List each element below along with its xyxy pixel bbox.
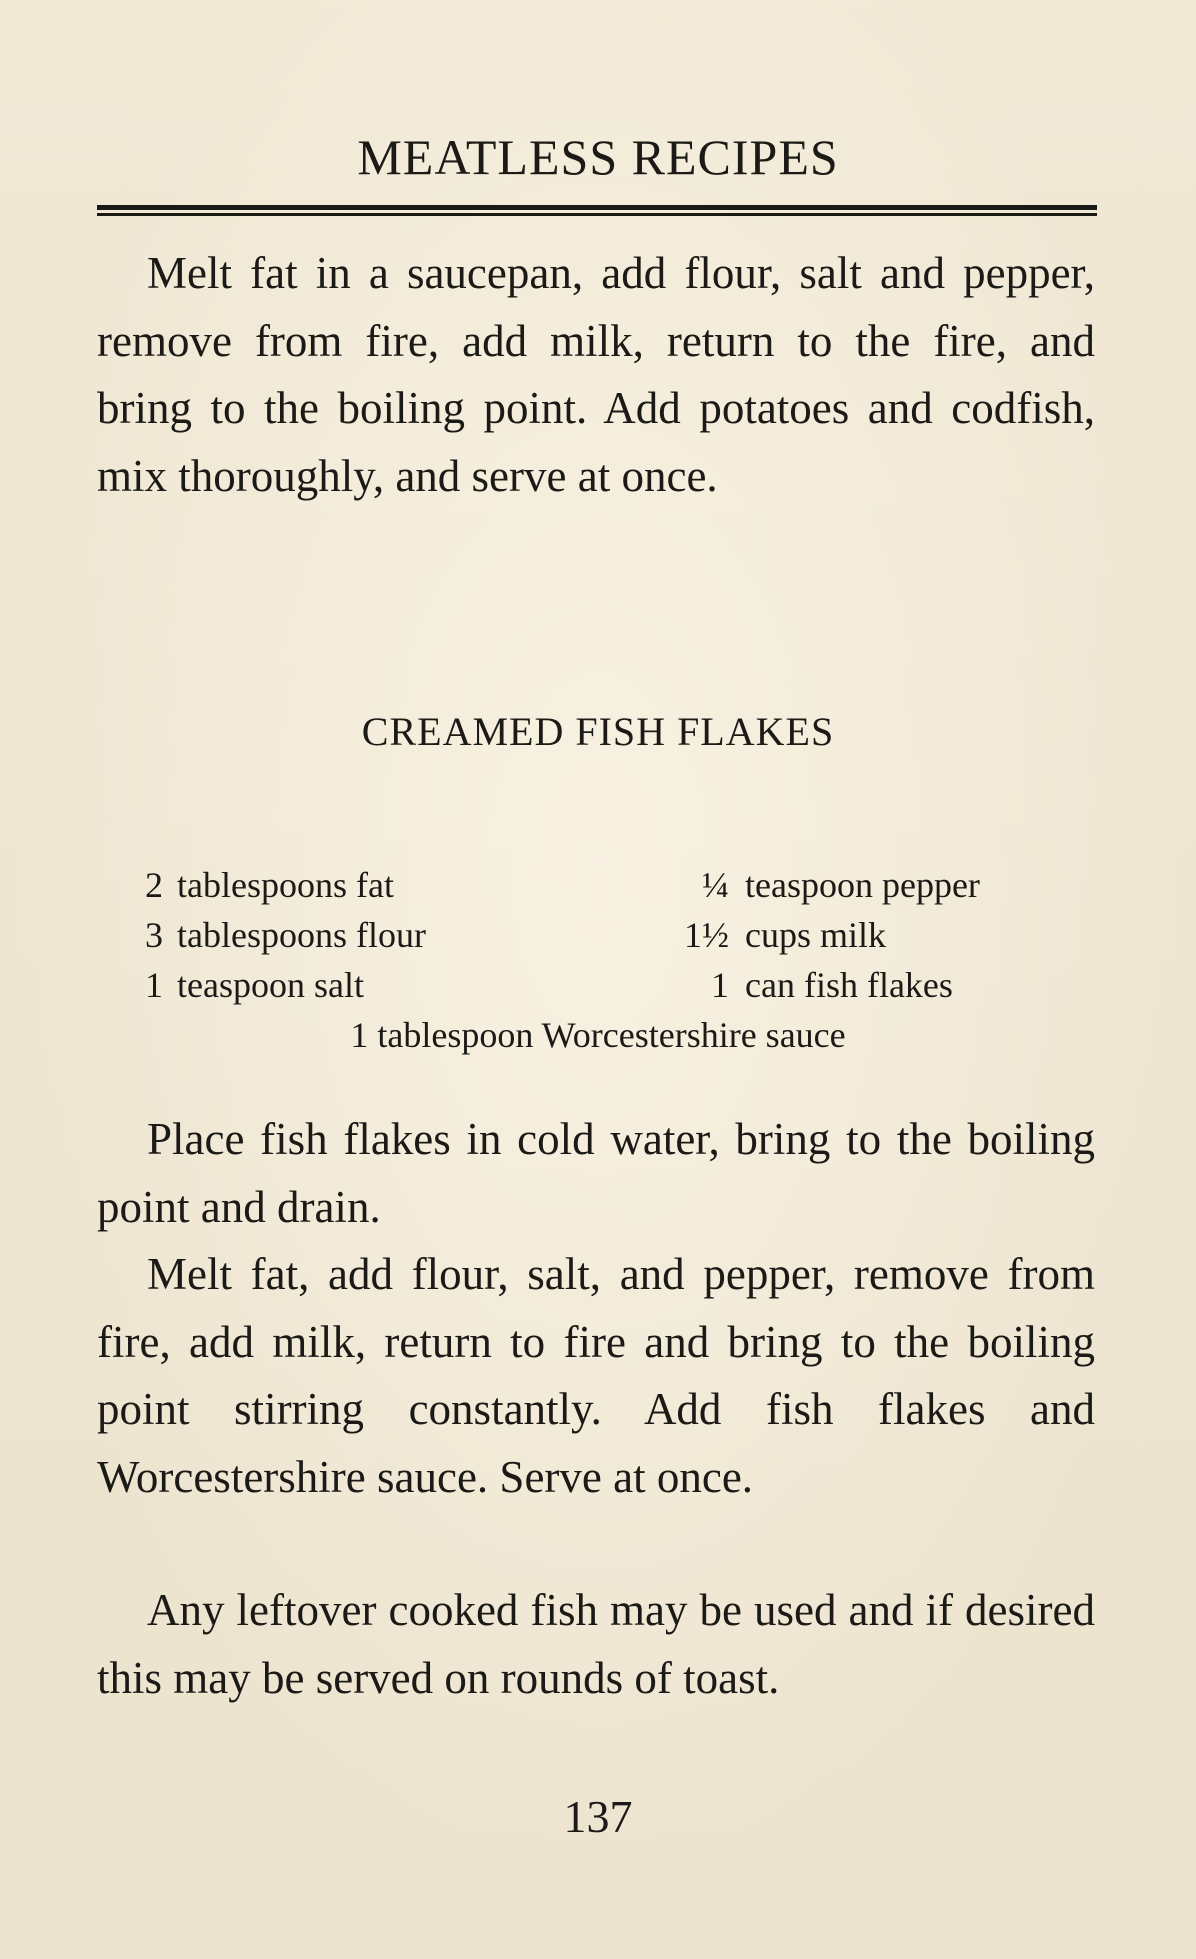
running-header: MEATLESS RECIPES — [357, 129, 839, 185]
ingredient-name: tablespoons fat — [177, 865, 394, 905]
ingredient-quantity: ¼ — [702, 865, 729, 905]
paragraph-method-note: Any leftover cooked fish may be used and if desired this may be served on rounds of toast. — [97, 1585, 1095, 1703]
header-rule-thick — [97, 205, 1097, 210]
page-number: 137 — [563, 1791, 633, 1842]
paragraph-method-step: Place fish flakes in cold water, bring to the boiling point and drain. — [97, 1114, 1095, 1232]
ingredient-name: cups milk — [745, 915, 886, 955]
ingredient-item — [665, 960, 1025, 1010]
ingredient-item — [145, 910, 426, 960]
ingredient-item — [665, 860, 1025, 910]
ingredient-quantity: 1 — [145, 965, 163, 1005]
recipe-title: CREAMED FISH FLAKES — [361, 709, 835, 754]
ingredient-item — [145, 860, 394, 910]
ingredient-name: can fish flakes — [745, 965, 953, 1005]
ingredient-name: teaspoon salt — [177, 965, 364, 1005]
ingredient-quantity: 2 — [145, 865, 163, 905]
header-rule-thin — [97, 213, 1097, 216]
ingredient-item — [145, 960, 364, 1010]
ingredient-name: tablespoon Worcestershire sauce — [377, 1015, 846, 1055]
ingredient-item — [665, 910, 1025, 960]
ingredient-quantity: 3 — [145, 915, 163, 955]
ingredient-item — [0, 1010, 1196, 1060]
ingredient-quantity: 1 — [350, 1015, 369, 1055]
paragraph-previous-recipe-method: Melt fat in a saucepan, add flour, salt and pepper, remove from fire, add milk, return to the fire, and bring to the boiling point. Add potatoes and codfish, mix thoroughly, and serve at once. — [97, 248, 1095, 501]
ingredient-name: teaspoon pepper — [745, 865, 980, 905]
paragraph-method-step: Melt fat, add flour, salt, and pepper, remove from fire, add milk, return to fire and bring to the boiling point stirring constantly. Add fish flakes and Worcestershire sauce. Serve at once. — [97, 1249, 1095, 1502]
ingredient-quantity: 1 — [711, 965, 729, 1005]
ingredient-name: tablespoons flour — [177, 915, 426, 955]
ingredient-quantity: 1½ — [684, 915, 729, 955]
